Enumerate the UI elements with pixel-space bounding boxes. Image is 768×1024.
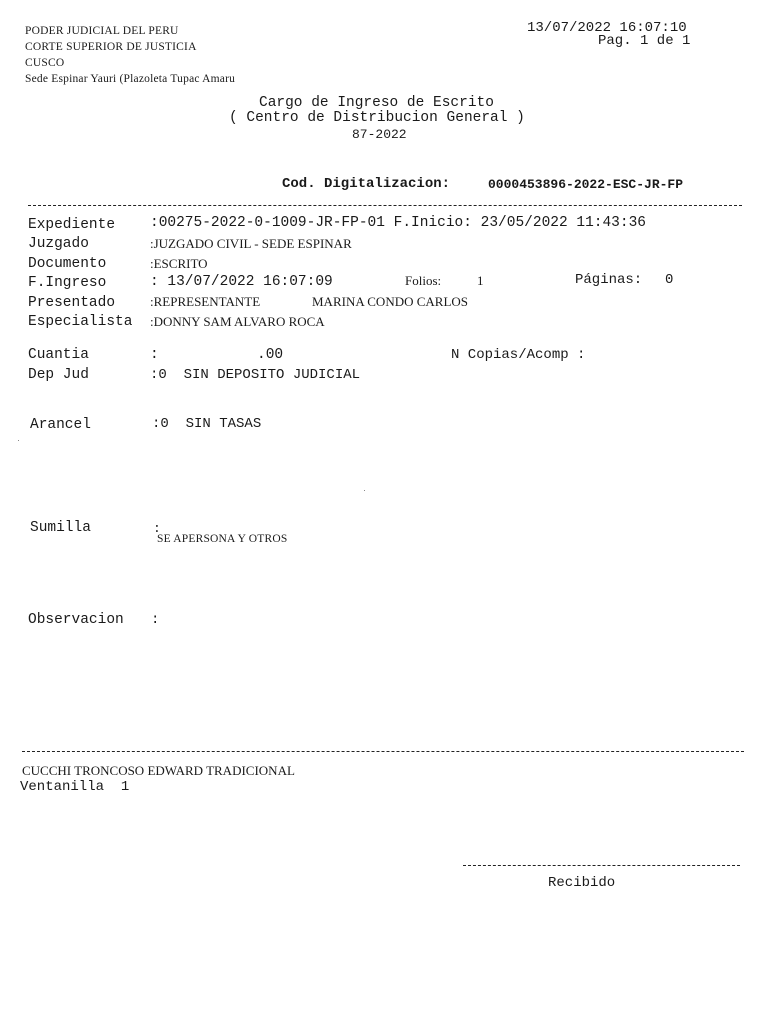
scan-speck	[18, 440, 19, 441]
cod-digitalizacion-value: 0000453896-2022-ESC-JR-FP	[488, 177, 684, 192]
dep-jud-value: :0 SIN DEPOSITO JUDICIAL	[150, 367, 361, 383]
f-ingreso-value: : 13/07/2022 16:07:09	[150, 274, 333, 290]
cuantia-label: Cuantia	[28, 347, 89, 363]
print-datetime: 13/07/2022 16:07:10	[527, 20, 687, 36]
window-number: Ventanilla 1	[20, 779, 130, 795]
document-subtitle: ( Centro de Distribucion General )	[229, 110, 525, 126]
f-ingreso-label: F.Ingreso	[28, 275, 107, 291]
top-divider	[28, 205, 742, 206]
arancel-label: Arancel	[30, 417, 91, 433]
document-number: 87-2022	[352, 127, 407, 142]
sumilla-colon: :	[153, 521, 161, 536]
presentado-name: MARINA CONDO CARLOS	[312, 294, 469, 309]
juzgado-label: Juzgado	[28, 236, 89, 252]
paginas-label: Páginas:	[575, 272, 643, 288]
expediente-value: :00275-2022-0-1009-JR-FP-01 F.Inicio: 23/05/2022 11:43:36	[150, 215, 646, 231]
arancel-value: :0 SIN TASAS	[152, 416, 262, 432]
cuantia-colon: :	[150, 347, 159, 363]
documento-value: :ESCRITO	[150, 256, 208, 271]
scan-speck	[364, 490, 365, 491]
court-name: CORTE SUPERIOR DE JUSTICIA	[25, 41, 197, 53]
especialista-value: :DONNY SAM ALVARO ROCA	[150, 314, 325, 329]
n-copias-label: N Copias/Acomp :	[451, 347, 586, 363]
institution-name: PODER JUDICIAL DEL PERU	[25, 25, 179, 37]
folios-value: 1	[477, 273, 484, 288]
seat-name: Sede Espinar Yauri (Plazoleta Tupac Amaru	[25, 73, 236, 85]
presentado-value: :REPRESENTANTE	[150, 294, 261, 309]
document-title: Cargo de Ingreso de Escrito	[259, 95, 494, 111]
page-number: Pag. 1 de 1	[598, 33, 691, 49]
juzgado-value: :JUZGADO CIVIL - SEDE ESPINAR	[150, 236, 352, 251]
signature-line	[463, 865, 740, 866]
received-label: Recibido	[548, 875, 616, 891]
bottom-divider	[22, 751, 744, 752]
sumilla-value: SE APERSONA Y OTROS	[157, 533, 288, 545]
paginas-value: 0	[665, 272, 674, 288]
observacion-label: Observacion	[28, 612, 124, 628]
cod-digitalizacion-label: Cod. Digitalizacion:	[282, 176, 451, 192]
especialista-label: Especialista	[28, 314, 133, 330]
dep-jud-label: Dep Jud	[28, 367, 89, 383]
operator-name: CUCCHI TRONCOSO EDWARD TRADICIONAL	[22, 763, 295, 778]
observacion-colon: :	[151, 612, 160, 628]
expediente-label: Expediente	[28, 217, 116, 233]
presentado-label: Presentado	[28, 295, 116, 311]
cuantia-value: .00	[257, 347, 284, 363]
folios-label: Folios:	[405, 273, 442, 288]
sumilla-label: Sumilla	[30, 520, 91, 536]
documento-label: Documento	[28, 256, 107, 272]
district-name: CUSCO	[25, 57, 65, 69]
